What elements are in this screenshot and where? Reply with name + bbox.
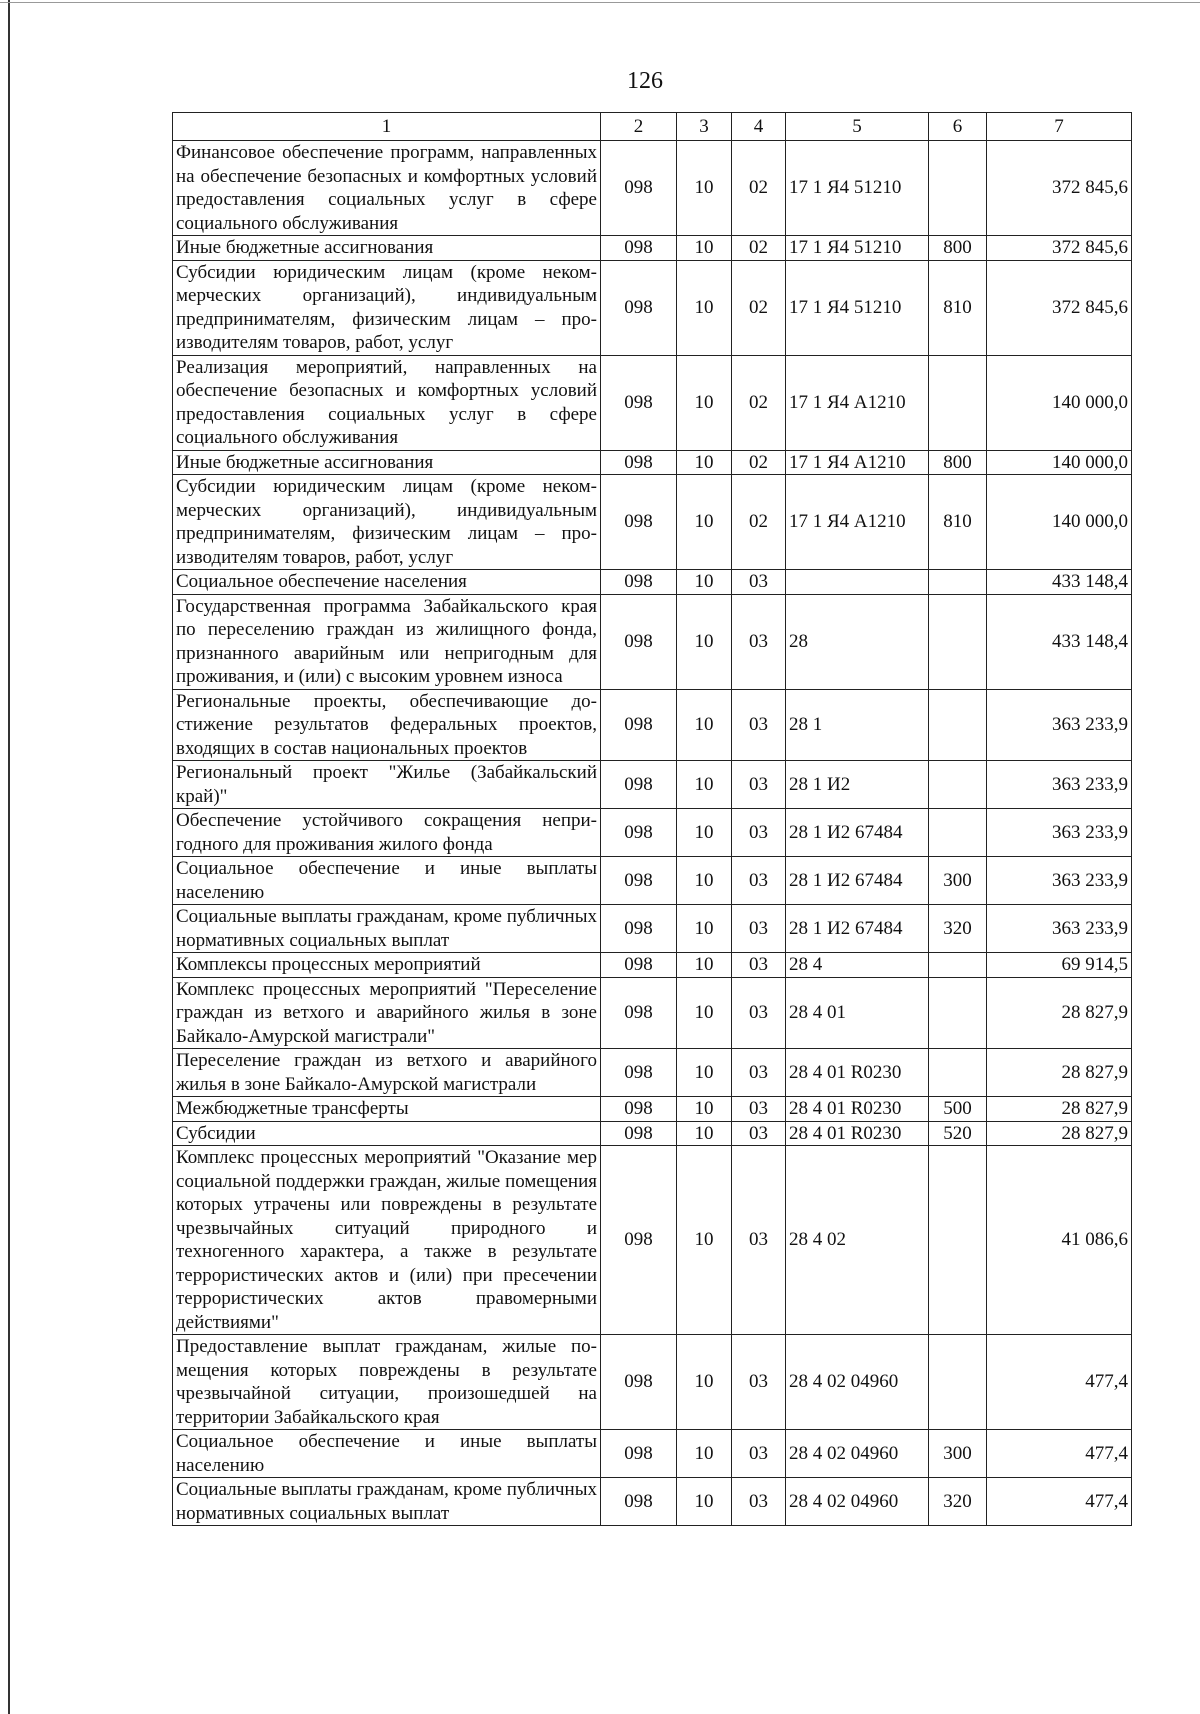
section-code: 10 bbox=[677, 1430, 732, 1478]
subsection-code: 03 bbox=[732, 1335, 786, 1430]
ministry-code: 098 bbox=[601, 1478, 677, 1526]
ministry-code: 098 bbox=[601, 905, 677, 953]
expense-type-code bbox=[929, 570, 987, 595]
section-code: 10 bbox=[677, 1335, 732, 1430]
table-row bbox=[173, 260, 1132, 355]
amount: 433 148,4 bbox=[987, 570, 1132, 595]
amount: 140 000,0 bbox=[987, 475, 1132, 570]
table-row bbox=[173, 1335, 1132, 1430]
ministry-code: 098 bbox=[601, 260, 677, 355]
ministry-code: 098 bbox=[601, 450, 677, 475]
target-article-code: 28 4 bbox=[786, 953, 929, 978]
expense-item-name: Социальное обеспечение и иные выплаты населению bbox=[173, 1430, 601, 1478]
table-row bbox=[173, 475, 1132, 570]
amount: 477,4 bbox=[987, 1478, 1132, 1526]
target-article-code: 28 4 02 04960 bbox=[786, 1478, 929, 1526]
subsection-code: 03 bbox=[732, 977, 786, 1049]
ministry-code: 098 bbox=[601, 475, 677, 570]
section-code: 10 bbox=[677, 689, 732, 761]
subsection-code: 02 bbox=[732, 260, 786, 355]
amount: 363 233,9 bbox=[987, 905, 1132, 953]
table-row bbox=[173, 594, 1132, 689]
target-article-code: 28 1 И2 67484 bbox=[786, 857, 929, 905]
column-header: 2 bbox=[601, 113, 677, 141]
expense-type-code: 320 bbox=[929, 1478, 987, 1526]
ministry-code: 098 bbox=[601, 1335, 677, 1430]
amount: 28 827,9 bbox=[987, 1049, 1132, 1097]
ministry-code: 098 bbox=[601, 761, 677, 809]
expense-item-name: Субсидии юридическим лицам (кроме некоммерческих организаций), индивидуальным предпринимателям, физическим лицам – производителям товаров, работ, услуг bbox=[173, 475, 601, 570]
amount: 433 148,4 bbox=[987, 594, 1132, 689]
section-code: 10 bbox=[677, 1146, 732, 1335]
amount: 363 233,9 bbox=[987, 857, 1132, 905]
subsection-code: 02 bbox=[732, 450, 786, 475]
amount: 477,4 bbox=[987, 1335, 1132, 1430]
subsection-code: 03 bbox=[732, 1430, 786, 1478]
subsection-code: 03 bbox=[732, 594, 786, 689]
section-code: 10 bbox=[677, 475, 732, 570]
ministry-code: 098 bbox=[601, 236, 677, 261]
target-article-code: 17 1 Я4 А1210 bbox=[786, 475, 929, 570]
subsection-code: 03 bbox=[732, 905, 786, 953]
ministry-code: 098 bbox=[601, 570, 677, 595]
subsection-code: 03 bbox=[732, 689, 786, 761]
expense-type-code bbox=[929, 141, 987, 236]
column-header: 5 bbox=[786, 113, 929, 141]
section-code: 10 bbox=[677, 594, 732, 689]
expense-type-code: 810 bbox=[929, 475, 987, 570]
expense-type-code: 520 bbox=[929, 1121, 987, 1146]
scan-left-edge bbox=[8, 0, 10, 1714]
expense-item-name: Комплексы процессных мероприятий bbox=[173, 953, 601, 978]
expense-type-code bbox=[929, 1146, 987, 1335]
section-code: 10 bbox=[677, 1097, 732, 1122]
target-article-code: 17 1 Я4 51210 bbox=[786, 236, 929, 261]
amount: 363 233,9 bbox=[987, 689, 1132, 761]
subsection-code: 02 bbox=[732, 236, 786, 261]
expense-item-name: Иные бюджетные ассигнования bbox=[173, 236, 601, 261]
ministry-code: 098 bbox=[601, 594, 677, 689]
subsection-code: 03 bbox=[732, 1146, 786, 1335]
amount: 140 000,0 bbox=[987, 355, 1132, 450]
table-row bbox=[173, 355, 1132, 450]
expense-type-code bbox=[929, 761, 987, 809]
target-article-code: 28 4 01 R0230 bbox=[786, 1121, 929, 1146]
section-code: 10 bbox=[677, 1121, 732, 1146]
section-code: 10 bbox=[677, 857, 732, 905]
ministry-code: 098 bbox=[601, 857, 677, 905]
ministry-code: 098 bbox=[601, 689, 677, 761]
amount: 69 914,5 bbox=[987, 953, 1132, 978]
subsection-code: 03 bbox=[732, 761, 786, 809]
expense-item-name: Социальные выплаты гражданам, кроме публичных нормативных социальных выплат bbox=[173, 1478, 601, 1526]
ministry-code: 098 bbox=[601, 141, 677, 236]
amount: 41 086,6 bbox=[987, 1146, 1132, 1335]
amount: 140 000,0 bbox=[987, 450, 1132, 475]
subsection-code: 02 bbox=[732, 475, 786, 570]
expense-type-code: 500 bbox=[929, 1097, 987, 1122]
expense-item-name: Реализация мероприятий, направленных на обеспечение безопасных и комфортных условий предоставления социальных услуг в сфере социального обслуживания bbox=[173, 355, 601, 450]
expense-item-name: Иные бюджетные ассигнования bbox=[173, 450, 601, 475]
amount: 372 845,6 bbox=[987, 141, 1132, 236]
table-row bbox=[173, 450, 1132, 475]
target-article-code bbox=[786, 570, 929, 595]
expense-type-code: 810 bbox=[929, 260, 987, 355]
expense-type-code bbox=[929, 953, 987, 978]
section-code: 10 bbox=[677, 450, 732, 475]
table-row bbox=[173, 689, 1132, 761]
expense-item-name: Региональные проекты, обеспечивающие достижение результатов федеральных проектов, входящих в состав национальных проектов bbox=[173, 689, 601, 761]
ministry-code: 098 bbox=[601, 809, 677, 857]
expense-type-code bbox=[929, 689, 987, 761]
table-row bbox=[173, 1430, 1132, 1478]
section-code: 10 bbox=[677, 1049, 732, 1097]
amount: 363 233,9 bbox=[987, 761, 1132, 809]
expense-item-name: Комплекс процессных мероприятий "Переселение граждан из ветхого и аварийного жилья в зоне Байкало-Амурской магистрали" bbox=[173, 977, 601, 1049]
section-code: 10 bbox=[677, 236, 732, 261]
expense-item-name: Субсидии юридическим лицам (кроме некоммерческих организаций), индивидуальным предпринимателям, физическим лицам – производителям товаров, работ, услуг bbox=[173, 260, 601, 355]
expense-type-code: 800 bbox=[929, 236, 987, 261]
expense-type-code bbox=[929, 355, 987, 450]
expense-type-code bbox=[929, 1335, 987, 1430]
expense-item-name: Переселение граждан из ветхого и аварийного жилья в зоне Байкало-Амурской магистрали bbox=[173, 1049, 601, 1097]
target-article-code: 28 1 И2 67484 bbox=[786, 809, 929, 857]
target-article-code: 28 4 02 04960 bbox=[786, 1430, 929, 1478]
table-row bbox=[173, 1049, 1132, 1097]
expense-type-code: 800 bbox=[929, 450, 987, 475]
page-number: 126 bbox=[627, 68, 663, 94]
scan-top-edge bbox=[0, 2, 1200, 3]
expense-type-code: 300 bbox=[929, 857, 987, 905]
target-article-code: 28 bbox=[786, 594, 929, 689]
expense-type-code: 320 bbox=[929, 905, 987, 953]
target-article-code: 17 1 Я4 51210 bbox=[786, 141, 929, 236]
column-header: 6 bbox=[929, 113, 987, 141]
target-article-code: 28 1 И2 bbox=[786, 761, 929, 809]
table-row bbox=[173, 236, 1132, 261]
target-article-code: 17 1 Я4 А1210 bbox=[786, 450, 929, 475]
ministry-code: 098 bbox=[601, 1097, 677, 1122]
budget-table bbox=[172, 112, 1132, 1526]
table-body bbox=[173, 141, 1132, 1526]
section-code: 10 bbox=[677, 809, 732, 857]
subsection-code: 03 bbox=[732, 1097, 786, 1122]
section-code: 10 bbox=[677, 761, 732, 809]
target-article-code: 17 1 Я4 А1210 bbox=[786, 355, 929, 450]
expense-item-name: Социальное обеспечение и иные выплаты населению bbox=[173, 857, 601, 905]
table-row bbox=[173, 761, 1132, 809]
column-header: 4 bbox=[732, 113, 786, 141]
subsection-code: 03 bbox=[732, 1049, 786, 1097]
section-code: 10 bbox=[677, 141, 732, 236]
subsection-code: 03 bbox=[732, 1121, 786, 1146]
expense-item-name: Субсидии bbox=[173, 1121, 601, 1146]
expense-item-name: Государственная программа Забайкальского края по переселению граждан из жилищного фонда, признанного аварийным или непригодным для проживания, и (или) с высоким уровнем износа bbox=[173, 594, 601, 689]
target-article-code: 28 4 01 R0230 bbox=[786, 1049, 929, 1097]
amount: 363 233,9 bbox=[987, 809, 1132, 857]
table-row bbox=[173, 953, 1132, 978]
expense-type-code: 300 bbox=[929, 1430, 987, 1478]
amount: 372 845,6 bbox=[987, 260, 1132, 355]
ministry-code: 098 bbox=[601, 1430, 677, 1478]
target-article-code: 28 4 02 bbox=[786, 1146, 929, 1335]
amount: 28 827,9 bbox=[987, 1121, 1132, 1146]
ministry-code: 098 bbox=[601, 355, 677, 450]
expense-type-code bbox=[929, 977, 987, 1049]
amount: 28 827,9 bbox=[987, 977, 1132, 1049]
expense-item-name: Социальное обеспечение населения bbox=[173, 570, 601, 595]
amount: 28 827,9 bbox=[987, 1097, 1132, 1122]
section-code: 10 bbox=[677, 570, 732, 595]
target-article-code: 17 1 Я4 51210 bbox=[786, 260, 929, 355]
table-row bbox=[173, 1146, 1132, 1335]
table-row bbox=[173, 141, 1132, 236]
subsection-code: 03 bbox=[732, 570, 786, 595]
amount: 477,4 bbox=[987, 1430, 1132, 1478]
column-header: 3 bbox=[677, 113, 732, 141]
expense-item-name: Региональный проект "Жилье (Забайкальский край)" bbox=[173, 761, 601, 809]
section-code: 10 bbox=[677, 355, 732, 450]
target-article-code: 28 4 01 bbox=[786, 977, 929, 1049]
table-header-row bbox=[173, 113, 1132, 141]
expense-item-name: Межбюджетные трансферты bbox=[173, 1097, 601, 1122]
target-article-code: 28 1 И2 67484 bbox=[786, 905, 929, 953]
subsection-code: 03 bbox=[732, 1478, 786, 1526]
table-row bbox=[173, 570, 1132, 595]
table-row bbox=[173, 857, 1132, 905]
target-article-code: 28 1 bbox=[786, 689, 929, 761]
expense-type-code bbox=[929, 809, 987, 857]
ministry-code: 098 bbox=[601, 977, 677, 1049]
target-article-code: 28 4 02 04960 bbox=[786, 1335, 929, 1430]
table-row bbox=[173, 1478, 1132, 1526]
table-row bbox=[173, 977, 1132, 1049]
expense-item-name: Предоставление выплат гражданам, жилые помещения которых повреждены в результате чрезвычайной ситуации, произошедшей на территории Забайкальского края bbox=[173, 1335, 601, 1430]
column-header: 1 bbox=[173, 113, 601, 141]
section-code: 10 bbox=[677, 977, 732, 1049]
subsection-code: 03 bbox=[732, 857, 786, 905]
expense-item-name: Финансовое обеспечение программ, направленных на обеспечение безопасных и комфортных условий предоставления социальных услуг в сфере социального обслуживания bbox=[173, 141, 601, 236]
expense-type-code bbox=[929, 1049, 987, 1097]
expense-item-name: Социальные выплаты гражданам, кроме публичных нормативных социальных выплат bbox=[173, 905, 601, 953]
section-code: 10 bbox=[677, 953, 732, 978]
expense-type-code bbox=[929, 594, 987, 689]
table-row bbox=[173, 1097, 1132, 1122]
amount: 372 845,6 bbox=[987, 236, 1132, 261]
table-row bbox=[173, 809, 1132, 857]
section-code: 10 bbox=[677, 260, 732, 355]
expense-item-name: Комплекс процессных мероприятий "Оказание мер социальной поддержки граждан, жилые помещения которых утрачены или повреждены в результате чрезвычайных ситуаций природного и техногенного характера, а также в результате террористических актов и (или) при пресечении террористических актов правомерными действиями" bbox=[173, 1146, 601, 1335]
expense-item-name: Обеспечение устойчивого сокращения непригодного для проживания жилого фонда bbox=[173, 809, 601, 857]
subsection-code: 03 bbox=[732, 809, 786, 857]
ministry-code: 098 bbox=[601, 1146, 677, 1335]
ministry-code: 098 bbox=[601, 1049, 677, 1097]
table-row bbox=[173, 1121, 1132, 1146]
column-header: 7 bbox=[987, 113, 1132, 141]
section-code: 10 bbox=[677, 1478, 732, 1526]
target-article-code: 28 4 01 R0230 bbox=[786, 1097, 929, 1122]
subsection-code: 02 bbox=[732, 141, 786, 236]
subsection-code: 02 bbox=[732, 355, 786, 450]
subsection-code: 03 bbox=[732, 953, 786, 978]
ministry-code: 098 bbox=[601, 1121, 677, 1146]
section-code: 10 bbox=[677, 905, 732, 953]
table-row bbox=[173, 905, 1132, 953]
ministry-code: 098 bbox=[601, 953, 677, 978]
